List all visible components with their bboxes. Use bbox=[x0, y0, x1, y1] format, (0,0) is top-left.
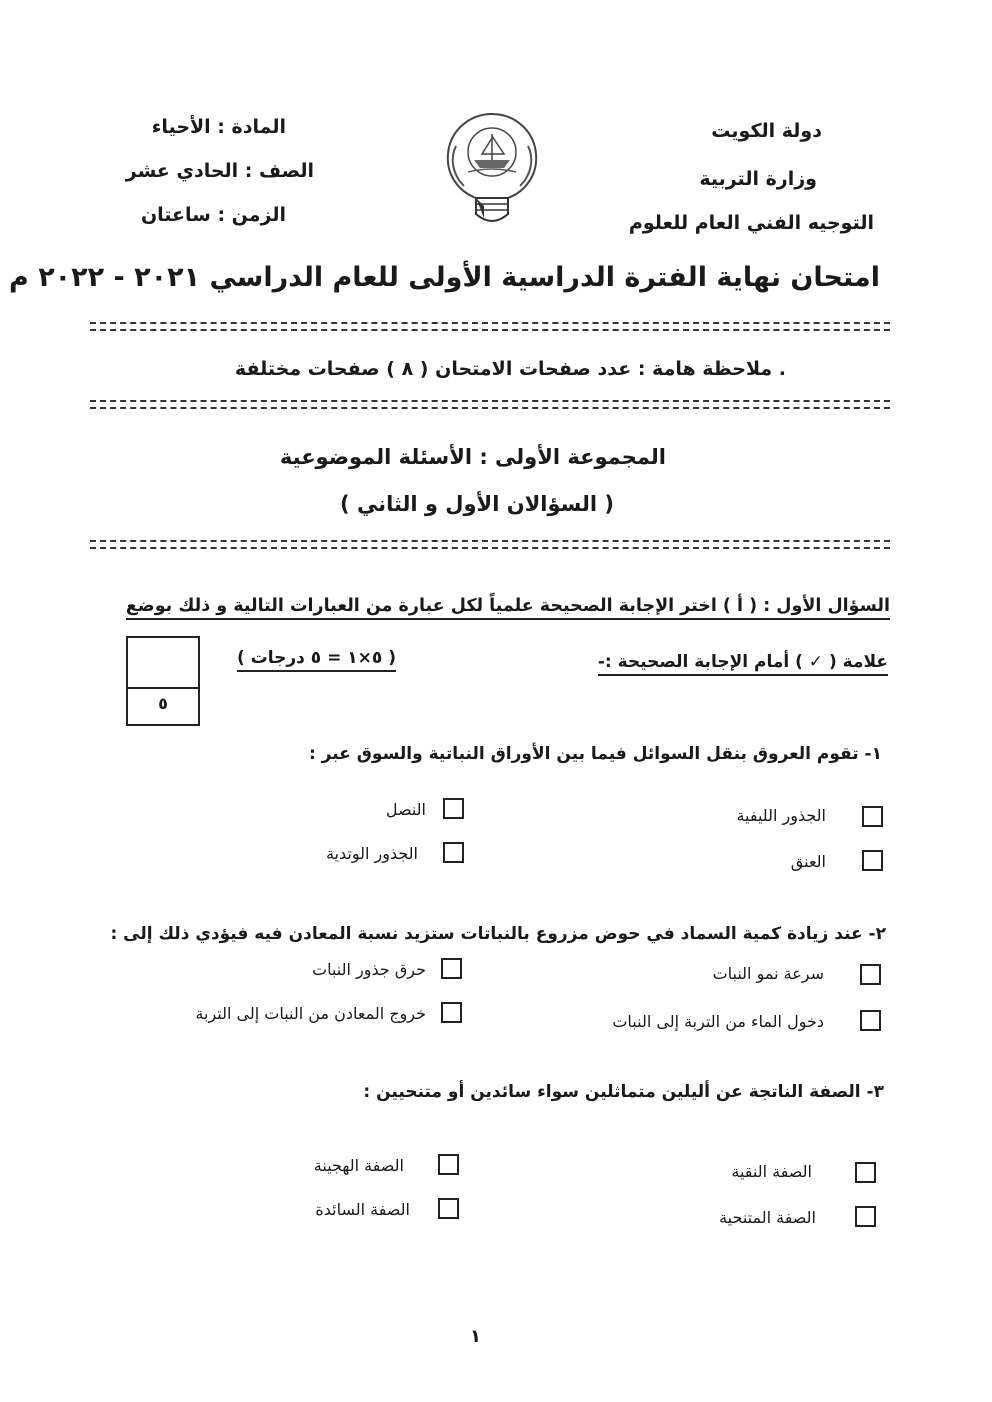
item-1-option-3-label: العنق bbox=[790, 852, 826, 871]
item-3-option-2-label: الصفة الهجينة bbox=[313, 1156, 404, 1175]
item-2-option-4-label: خروج المعادن من النبات إلى التربة bbox=[195, 1004, 426, 1023]
grade-total: ٥ bbox=[158, 694, 168, 713]
item-2-text: ٢- عند زيادة كمية السماد في حوض مزروع بالنباتات ستزيد نسبة المعادن فيه فيؤدي ذلك إلى : bbox=[110, 924, 886, 944]
time-label: الزمن : ساعتان bbox=[140, 204, 286, 226]
item-3-text: ٣- الصفة الناتجة عن أليلين متماثلين سواء سائدين أو متنحيين : bbox=[363, 1082, 884, 1102]
item-2-option-3-label: دخول الماء من التربة إلى النبات bbox=[612, 1012, 824, 1031]
item-1-option-4-label: الجذور الوتدية bbox=[325, 844, 418, 863]
item-3-option-4-checkbox[interactable] bbox=[438, 1198, 459, 1219]
item-3-option-4-label: الصفة السائدة bbox=[315, 1200, 410, 1219]
group-subtitle: ( السؤالان الأول و الثاني ) bbox=[340, 492, 614, 516]
exam-title: امتحان نهاية الفترة الدراسية الأولى للعام الدراسي ٢٠٢١ - ٢٠٢٢ م bbox=[8, 262, 880, 293]
item-3-option-3-label: الصفة المتنحية bbox=[719, 1208, 816, 1227]
item-3-option-1-label: الصفة النقية bbox=[731, 1162, 812, 1181]
item-1-option-4-checkbox[interactable] bbox=[443, 842, 464, 863]
ministry-label: وزارة التربية bbox=[699, 168, 817, 190]
item-2-option-1-checkbox[interactable] bbox=[860, 964, 881, 985]
item-1-option-1-label: الجذور الليفية bbox=[736, 806, 826, 825]
item-3-option-1-checkbox[interactable] bbox=[855, 1162, 876, 1183]
item-1-option-1-checkbox[interactable] bbox=[862, 806, 883, 827]
item-2-option-1-label: سرعة نمو النبات bbox=[712, 964, 824, 983]
item-2-option-2-label: حرق جذور النبات bbox=[312, 960, 426, 979]
divider-2 bbox=[90, 400, 890, 409]
item-1-text: ١- تقوم العروق بنقل السوائل فيما بين الأوراق النباتية والسوق عبر : bbox=[308, 744, 882, 764]
item-2-option-3-checkbox[interactable] bbox=[860, 1010, 881, 1031]
item-1-option-2-checkbox[interactable] bbox=[443, 798, 464, 819]
country-label: دولة الكويت bbox=[711, 120, 822, 142]
item-2-option-4-checkbox[interactable] bbox=[441, 1002, 462, 1023]
grade-box bbox=[126, 636, 200, 726]
divider-3 bbox=[90, 540, 890, 549]
grade-label: الصف : الحادي عشر bbox=[125, 160, 314, 182]
question1-instruction: السؤال الأول : ( أ ) اختر الإجابة الصحيحة علمياً لكل عبارة من العبارات التالية و ذلك بوضع bbox=[126, 596, 890, 616]
item-1-option-3-checkbox[interactable] bbox=[862, 850, 883, 871]
page-number: ١ bbox=[470, 1326, 481, 1347]
pages-note: . ملاحظة هامة : عدد صفحات الامتحان ( ٨ ) صفحات مختلفة bbox=[234, 358, 786, 380]
kuwait-emblem-icon bbox=[436, 106, 548, 232]
item-3-option-3-checkbox[interactable] bbox=[855, 1206, 876, 1227]
item-3-option-2-checkbox[interactable] bbox=[438, 1154, 459, 1175]
divider-1 bbox=[90, 322, 890, 331]
item-2-option-2-checkbox[interactable] bbox=[441, 958, 462, 979]
group-title: المجموعة الأولى : الأسئلة الموضوعية bbox=[279, 445, 666, 469]
department-label: التوجيه الفني العام للعلوم bbox=[628, 212, 874, 234]
question1-marks: ( ٥×١ = ٥ درجات ) bbox=[237, 648, 396, 668]
item-1-option-2-label: النصل bbox=[385, 800, 426, 819]
question1-instruction-line2: علامة ( ✓ ) أمام الإجابة الصحيحة :- bbox=[598, 652, 888, 672]
subject-label: المادة : الأحياء bbox=[151, 116, 286, 138]
